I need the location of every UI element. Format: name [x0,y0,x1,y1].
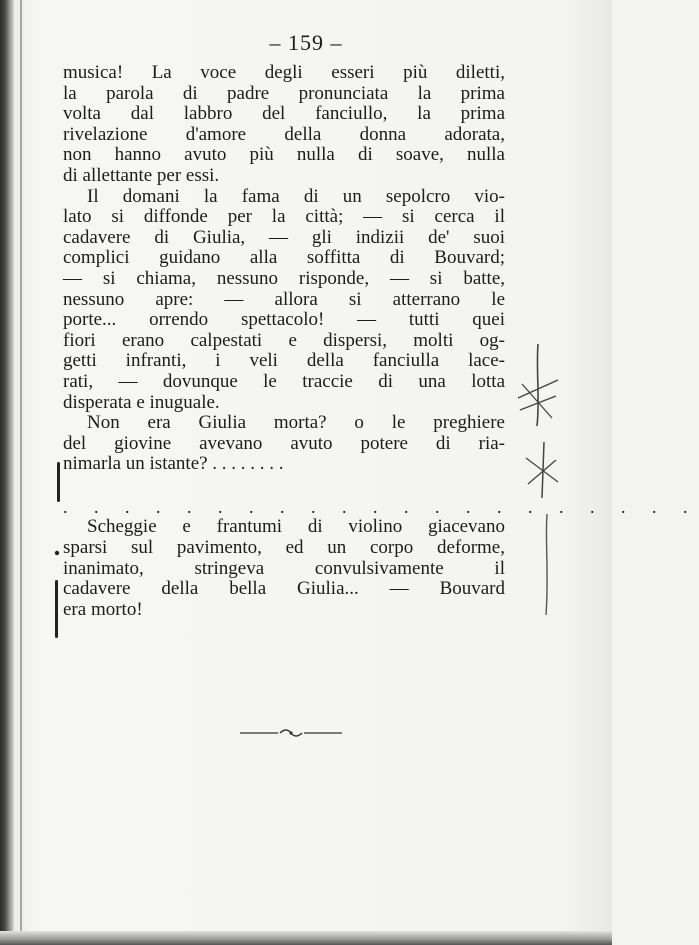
text-line: rati, — dovunque le traccie di una lotta [63,370,505,392]
text-line: disperata e inuguale. [63,391,220,413]
section-gap [63,475,505,497]
text-line: la parola di padre pronunciata la prima [63,82,505,104]
text-line: del giovine avevano avuto potere di ria- [63,432,505,454]
text-line: inanimato, stringeva convulsivamente il [63,557,505,579]
page-number: – 159 – [269,30,343,55]
body-text [63,62,699,620]
text-line: era morto! [63,598,143,620]
text-line: musica! La voce degli esseri più diletti, [63,62,505,83]
text-line: rivelazione d'amore della donna adorata, [63,123,505,145]
text-line: lato si diffonde per la città; — si cerca il [63,206,505,228]
text-line: cadavere della bella Giulia... — Bouvard [63,578,505,600]
bottom-page-edge [0,931,612,945]
separator-dots: . . . . . . . . . . . . . . . . . . . . . [63,496,699,517]
text-line: getti infranti, i veli della fanciulla lace- [63,350,505,372]
ornament-rule [238,728,344,738]
margin-bracket-left-lower [55,580,58,638]
pencil-star-mark-lower [522,440,562,500]
text-line: complici guidano alla soffitta di Bouvard; [63,247,505,269]
text-line: nimarla un istante? . . . . . . . . [63,453,284,475]
text-line: fiori erano calpestati e dispersi, molti og- [63,329,505,351]
pencil-star-mark-upper [512,340,564,430]
text-line: porte... orrendo spettacolo! — tutti quei [63,309,505,331]
pencil-vertical-line [540,512,554,617]
text-line: volta dal labbro del fanciullo, la prima [63,103,505,125]
margin-bracket-left-upper [57,462,60,502]
text-line: Scheggie e frantumi di violino giacevano [87,516,505,538]
text-line: sparsi sul pavimento, ed un corpo deforme, [63,537,505,559]
text-line: Non era Giulia morta? o le preghiere [87,412,505,434]
text-line: non hanno avuto più nulla di soave, nulla [63,144,505,166]
text-line: nessuno apre: — allora si atterrano le [63,288,505,310]
binding-shadow [0,0,14,945]
binding-line [20,0,22,945]
margin-dot-mark [52,548,62,558]
text-line: di allettante per essi. [63,164,220,186]
text-line: cadavere di Giulia, — gli indizii de' suoi [63,226,505,248]
text-line: — si chiama, nessuno risponde, — si batte, [63,267,505,289]
text-line: Il domani la fama di un sepolcro vio- [87,185,505,207]
